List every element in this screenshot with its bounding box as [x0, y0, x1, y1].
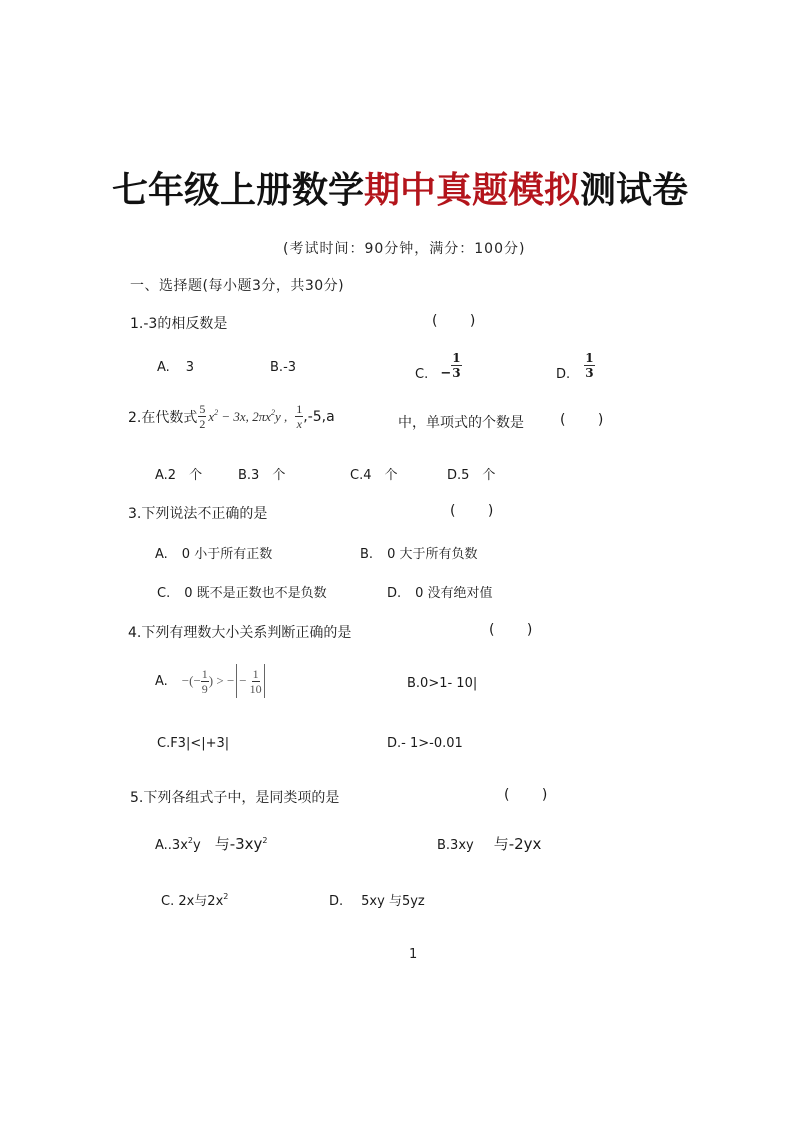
question-2-stem-suffix: 中，单项式的个数是: [398, 415, 524, 431]
document-title: [0, 162, 800, 213]
q4-option-b: B.0>1- 10|: [407, 676, 478, 691]
title-part-highlight: 期中真题模拟: [363, 169, 580, 211]
term-2: 与-3xy: [214, 835, 263, 853]
q1-option-d: [556, 351, 595, 382]
q1-option-c: [415, 351, 462, 382]
q5-option-d: [329, 890, 425, 909]
q1-option-a: [157, 360, 194, 375]
option-value: 0 没有绝对值: [415, 586, 493, 601]
question-2-answer-blank: ( ): [560, 412, 618, 428]
q5-option-a: [155, 833, 268, 854]
option-label: C.: [415, 367, 429, 382]
stem-prefix: 2.在代数式: [128, 409, 198, 426]
exponent: 2: [214, 408, 219, 417]
expr-tail: ,-5,a: [303, 408, 335, 425]
denominator: 2: [199, 417, 206, 431]
numerator: 1: [296, 402, 303, 416]
q3-option-b: [360, 543, 477, 562]
exponent: 2: [187, 836, 193, 845]
term-1-rest: y: [193, 838, 201, 853]
question-4-stem: 4.下列有理数大小关系判断正确的是: [128, 625, 352, 641]
question-5-answer-blank: ( ): [504, 787, 562, 803]
option-value: 3: [185, 360, 195, 375]
option-label: D.: [387, 586, 402, 601]
term-1: B.3xy: [437, 838, 474, 853]
q3-option-d: [387, 582, 493, 601]
exponent: 2: [223, 892, 229, 901]
title-part-3: 测试卷: [580, 169, 689, 211]
minus-sign: −: [239, 673, 247, 688]
algebraic-term: [208, 408, 287, 425]
term-2: 2πx: [248, 409, 271, 424]
question-1-answer-blank: ( ): [432, 313, 490, 329]
question-1-stem: 1.-3的相反数是: [130, 316, 228, 332]
term-rest: − 3x,: [218, 409, 249, 424]
exponent: 2: [262, 836, 268, 845]
denominator: 10: [249, 681, 262, 696]
option-label: B.: [270, 360, 284, 375]
option-label: A.: [155, 673, 168, 689]
q1-option-b: [270, 360, 296, 375]
q2-option-b: B.3 个: [238, 468, 286, 483]
q4-option-d: D.- 1>-0.01: [387, 736, 463, 751]
numerator: 1: [201, 666, 208, 681]
exponent: 2: [270, 408, 275, 417]
option-value: 0 大于所有负数: [387, 547, 478, 562]
question-3-stem: 3.下列说法不正确的是: [128, 506, 268, 522]
q5-option-b: [437, 833, 541, 854]
question-3-answer-blank: ( ): [450, 503, 508, 519]
expr-part: −(−: [181, 673, 201, 688]
fraction: [584, 352, 594, 379]
fraction-5-2: [198, 403, 206, 430]
option-value: 5xy 与5yz: [361, 894, 425, 909]
q4-option-a: [155, 664, 265, 698]
fraction-1-10: [250, 668, 262, 695]
option-text: C. 2x与2x: [161, 894, 224, 909]
term-rest: y ,: [274, 409, 288, 424]
expr-part: ) > −: [208, 673, 235, 688]
option-label: A.: [157, 360, 170, 375]
option-value: 0 既不是正数也不是负数: [184, 586, 327, 601]
q5-option-c: [161, 890, 228, 909]
numerator: 1: [585, 351, 594, 365]
q3-option-a: [155, 543, 272, 562]
denominator: x: [296, 417, 302, 431]
option-label: C.: [157, 586, 171, 601]
numerator: 1: [452, 351, 461, 365]
q4-option-c: C.F3|<|+3|: [157, 736, 230, 751]
term-2: 与-2yx: [493, 835, 542, 853]
denominator: 9: [201, 681, 208, 696]
title-part-1: 七年级上册数学: [111, 169, 364, 211]
question-4-answer-blank: ( ): [489, 622, 547, 638]
numerator: 5: [199, 402, 206, 416]
option-value: 0 小于所有正数: [181, 547, 273, 562]
var: x: [208, 409, 215, 424]
q3-option-c: [157, 582, 327, 601]
exam-info: (考试时间：90分钟，满分：100分): [283, 241, 526, 257]
denominator: 3: [585, 366, 594, 380]
fraction-1-9: [201, 668, 209, 695]
option-label: B.: [360, 547, 374, 562]
numerator: 1: [252, 666, 259, 681]
option-label: D.: [556, 367, 571, 382]
absolute-value: [236, 664, 264, 698]
q2-option-a: A.2 个: [155, 468, 203, 483]
fraction: [451, 352, 461, 379]
page-number: 1: [409, 947, 418, 962]
q2-option-c: C.4 个: [350, 468, 398, 483]
denominator: 3: [452, 366, 461, 380]
option-label: A.: [155, 547, 168, 562]
question-5-stem: 5.下列各组式子中，是同类项的是: [130, 790, 340, 806]
term-1: A..3x: [155, 838, 188, 853]
fraction-1-x: [295, 403, 303, 430]
q2-option-d: D.5 个: [447, 468, 496, 483]
question-2-stem: [128, 403, 335, 430]
option-value: -3: [283, 360, 297, 375]
section-heading: 一、选择题(每小题3分，共30分): [130, 278, 345, 294]
option-label: D.: [329, 894, 344, 909]
minus-sign: −: [440, 366, 452, 381]
